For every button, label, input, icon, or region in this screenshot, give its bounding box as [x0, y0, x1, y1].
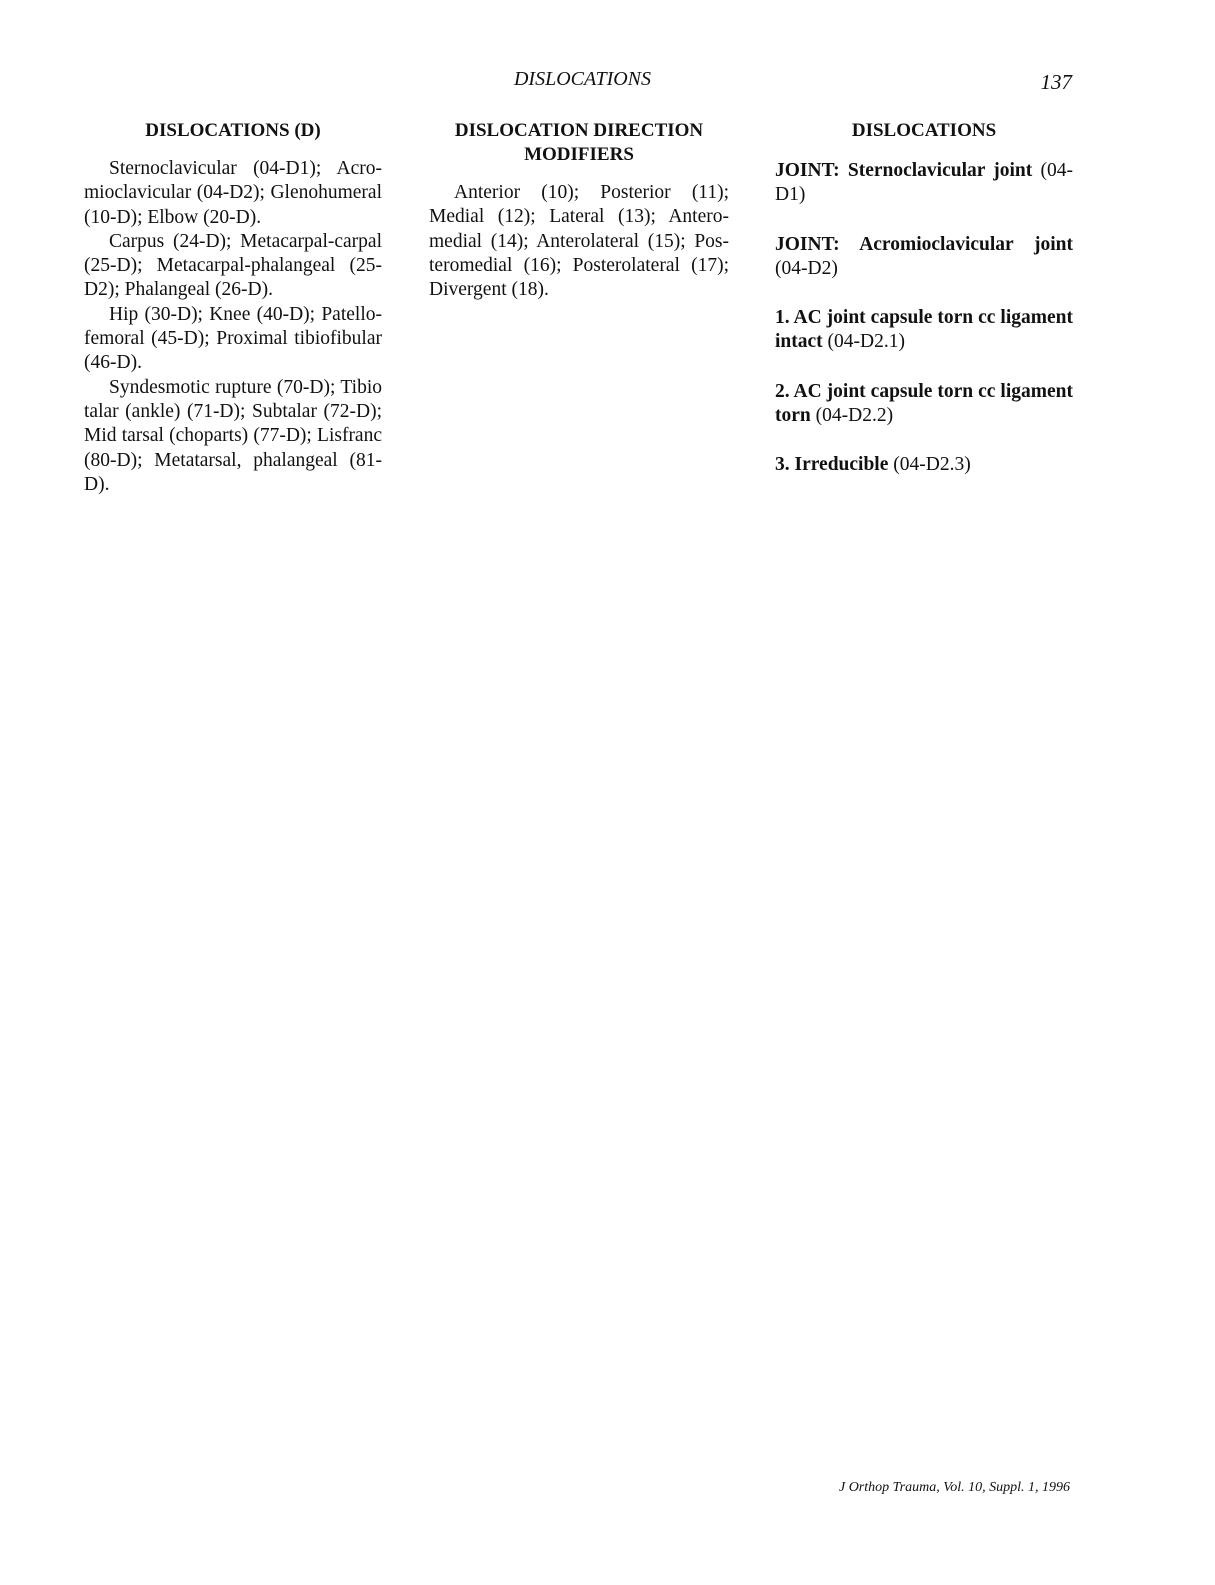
entry [775, 453, 1073, 477]
left-column-heading: DISLOCATIONS (D) [145, 120, 321, 141]
running-title: DISLOCATIONS [513, 68, 652, 90]
right-column-heading: DISLOCATIONS [851, 120, 997, 141]
paragraph: Syndesmotic rupture (70-D); Tibio talar (ankle) (71-D); Subtalar (72-D); Mid tarsal (choparts) (77-D); Lisfranc (80-D); Metatarsal, phalangeal (81-D). [84, 376, 382, 495]
entry [775, 380, 1073, 429]
entry-code: (04-D2.3) [893, 454, 971, 476]
entry-code: (04-D1) [775, 160, 1073, 206]
entry [775, 306, 1073, 355]
paragraph: Carpus (24-D); Metacarpal-​carpal (25-D); Metacarpal-phalangeal (25-D2); Phalangeal (26-​D). [84, 230, 382, 301]
entry [775, 159, 1073, 208]
paragraph: Sternoclavicular (04-D1); Acromioclavicular (04-D2); Glenohumeral (10-D); Elbow (20-D). [84, 158, 382, 228]
entry [775, 233, 1073, 282]
entry-label: JOINT: Acromioclavicular joint [775, 233, 1073, 255]
journal-citation: J Orthop Trauma, Vol. 10, Suppl. 1, 1996 [838, 1480, 1070, 1495]
entry-label: 1. AC joint capsule torn cc ligament intact [775, 307, 1073, 353]
right-column [775, 119, 1073, 503]
paragraph: Anterior (10); Posterior (11); Medial (12); Lateral (13); Anteromedial (14); Anterolateral (15); Posteromedial (16); Posterolateral (17); Divergent (18). [429, 182, 729, 301]
entry-label: JOINT: Sternoclavicular joint [775, 160, 1033, 181]
middle-column [429, 119, 729, 302]
entry-label: 2. AC joint capsule torn cc ligament torn [775, 380, 1073, 427]
entry-code: (04-D2) [775, 257, 838, 279]
middle-column-heading: DISLOCATION DIRECTION MODIFIERS [454, 120, 704, 165]
entry-code: (04-D2.1) [827, 331, 905, 353]
left-column [84, 119, 382, 497]
entry-label: 3. Irreducible [775, 454, 889, 476]
running-head [0, 68, 1215, 98]
page-number: 137 [1040, 70, 1072, 94]
paragraph: Hip (30-D); Knee (40-D); Patello-femoral (45-D); Proximal tibiofibular (46-D). [84, 303, 382, 374]
entry-code: (04-D2.2) [815, 405, 894, 427]
